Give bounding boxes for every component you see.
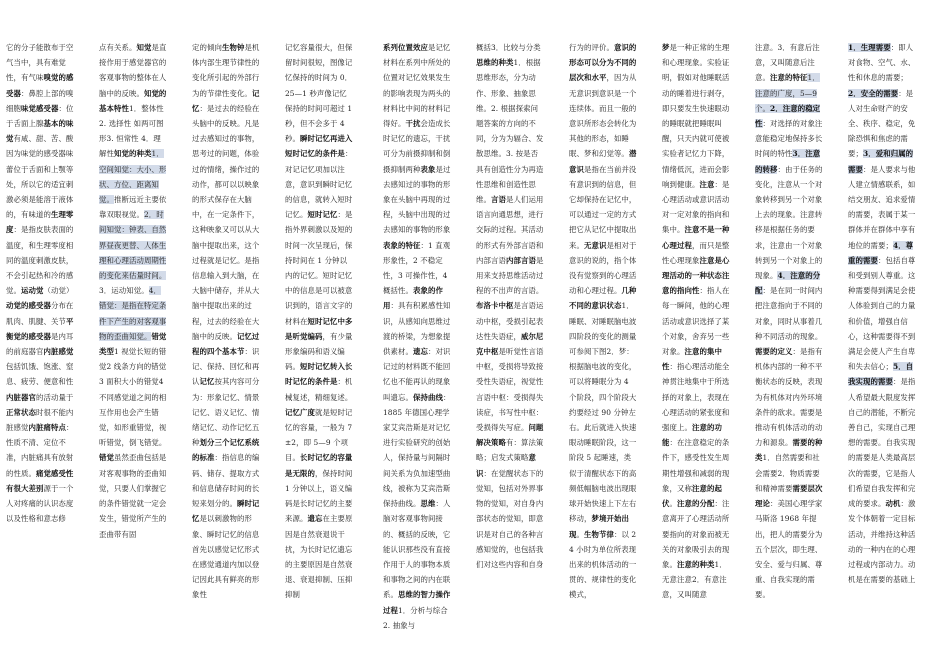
term-heading: 威尔尼克中枢	[476, 331, 544, 357]
body-text: 3．运动知觉。	[99, 286, 149, 296]
term-heading: 注意的种类	[676, 559, 715, 569]
body-text: 是直接作用于感觉器官的客观事物的整体在人脑中的反映。	[99, 43, 167, 98]
body-text: ：是指有机体内部的一种不平衡状态的反映，表现为有机体对内外环境条件的欲求。需要是推动有机体活动的动力和源泉。	[755, 347, 823, 448]
term-heading: 知觉	[136, 43, 152, 52]
body-text: 点有关系。	[99, 43, 137, 52]
term-heading: 干扰	[405, 119, 421, 129]
body-text: 记忆容量很大，但保留时间很短，图像记忆保持的时间为 0．25—1 秒声像记忆保持的时间可超过 1 秒，但不会多于 4 秒。	[285, 43, 353, 144]
term-heading: 知觉的基本特性	[99, 88, 167, 113]
body-text: ：是指人希望最大限度发挥自己的潜能，不断完善自己，实现自己理想的需要。自我实现的需要是人类最高层次的需要，它是指人们希望自我发挥和完成的要求。	[848, 377, 916, 509]
term-heading: 遗忘	[307, 514, 323, 524]
body-text: 因为味觉的感受器味蕾位于舌面和上颚等处，所以它的适宜刺激必须是能溶于液体的，有味道的	[6, 149, 74, 220]
term-heading: 需要层次理论	[755, 483, 823, 509]
term-heading: 动机	[885, 499, 901, 509]
body-text: ：激发个体朝着一定目标活动，并维持这种活动的一种内在的心理过程或内部动力。	[848, 499, 916, 569]
body-text: 1．根据思维形态，分为动作、形象、抽象思维。	[476, 58, 541, 113]
body-text: 推断远近主要依靠双眼视觉。	[99, 195, 167, 220]
term-heading: 表象的作用	[383, 286, 443, 311]
body-text: 按其内容可分为：形象记忆、情景记忆、语义记忆、情绪记忆、动作记忆五种	[192, 377, 260, 448]
body-text: 分布在肌肉、肌腱、关节	[6, 301, 74, 326]
term-heading: 需要的定义	[755, 347, 793, 357]
body-text: 是指在当前并没有意识到的信息，但它却保持在记忆中，可以通过一定的方式把它从记忆中提取出来。	[569, 164, 637, 250]
term-heading: 表象的特征	[383, 240, 421, 250]
body-text: ，有少量形象编码和语义编码。	[285, 331, 353, 372]
term-heading: 痛觉感受性有很大差别	[6, 468, 74, 493]
term-heading: 2．注意的稳定性	[755, 103, 821, 129]
term-heading: 布洛卡中枢	[476, 301, 514, 311]
term-heading: 潜意识	[569, 149, 637, 174]
body-text: 3．有意后注意，又叫随意后注意。	[755, 43, 820, 83]
body-text: ：具有积累感性知识，从感知向思维过渡的桥梁，为想象提供素材。	[383, 301, 451, 357]
body-text: ：识记、保持、回忆和再认	[192, 347, 260, 387]
column-body	[848, 40, 916, 587]
body-text: 是人们运用语言向通思想，进行交际的过程。其活动的形式有外部言语和内部言语	[476, 195, 544, 265]
body-text: 是听觉性言语中枢，受损将导致接受性失语症，视觉性言语中枢：受损得失读症，书写性中枢：受损得失写症。	[476, 347, 544, 433]
body-text: ：指信息的编码、储存、提取方式和信息储存时间的长短来划分的。	[192, 453, 260, 509]
term-heading: 梦境开始出现	[569, 514, 629, 539]
term-heading: 划分三个记忆系统的标准	[192, 438, 260, 463]
term-heading: 生物钟	[221, 43, 245, 52]
body-text: ：美国心理学家马斯洛 1968 年提出，把人的需要分为五个层次，即生理、安全、爱与归属、尊重、自我实现的需要。	[755, 499, 823, 600]
body-text: ：是过去的经验在头脑中的反映。凡是过去感知过的事物，思考过的问题，体验过的情绪，操作过的动作，都可以以映象的形式保存在大脑中，在一定条件下，这种映象又可以从大脑中提取出来，这个过程就是记忆。是指信息输入到大脑，在大脑中储存，并从大脑中提取出来的过程，过去的经验在大脑中的反映。	[192, 103, 260, 341]
body-text: ：是在同一时间内把注意指向于不同的对象，同时从事着几种不同活动的现象。	[755, 286, 823, 341]
body-text: 2．梦：根据脑电波的变化，可以将睡眠分为 4 个阶段，四个阶段大约要经过 90 分钟左右。此后就进入快速眼动睡眠阶段，这一阶段 5 起睡速，类似于清醒状态下的高频低幅脑电波出现眼球开始快速上下左右移动，	[569, 347, 637, 524]
body-text: 是记忆材料在系列中所处的位置对记忆效果发生的影响表现为两头的材料比中间的材料记得好。	[383, 43, 451, 129]
term-heading: 遗忘	[412, 347, 428, 357]
term-heading: 记忆	[192, 88, 260, 113]
term-heading: 基本的味觉	[6, 119, 74, 144]
body-text: 概括	[476, 43, 491, 52]
term-heading: 瞬时记忆	[192, 499, 260, 524]
term-heading: 5．自我实现的需要	[848, 362, 914, 387]
column-body	[755, 40, 823, 603]
term-heading: 注意的起伏	[662, 483, 722, 509]
body-text: ：注意离开了心理活动所要指向的对象而被无关的对象吸引去的现象。	[662, 499, 730, 569]
term-heading: 3．注意的转移	[755, 149, 821, 174]
term-heading: 思维的种类	[476, 58, 514, 68]
body-text: ：鼻腔上部的嗅细胞	[6, 88, 74, 113]
text-column-2	[99, 40, 167, 666]
term-heading: 4．尊重的需要	[848, 240, 914, 265]
term-heading: 1．生理需要	[848, 43, 891, 52]
body-text: 1．分析与综合 2. 抽象与	[383, 605, 448, 630]
body-text: 1．整体性 2. 选择性 如两可图形	[99, 103, 164, 144]
body-text: 包括饥饿、饱涨、窒息、疲劳、便意和性	[6, 362, 74, 387]
term-heading: 注意的分配	[677, 499, 715, 509]
body-text: ：1 直观形象性，2 不稳定性，3 可操作性，4 概括性。	[383, 240, 451, 296]
term-heading: 记忆	[199, 377, 215, 387]
body-text: 1．睡眠、对睡眠脑电波四阶段的变化的测量可参阅下图	[569, 301, 637, 357]
body-text: 1．空间知觉：大小、形状、方位、距离知觉。	[99, 149, 167, 205]
term-heading: 意识	[476, 453, 536, 478]
term-heading: 味觉感受器	[20, 103, 59, 113]
body-text: ：是人对生命财产的安全、秩序、稳定，免除恐惧和焦虑的需要；	[848, 88, 916, 159]
body-text: 是相对于意识的说的，指个体没有觉察到的心理活动和心理过程。	[569, 240, 637, 296]
body-text: ：人脑对客观事物间接的、概括的反映，它能认识那些没有直接作用于人的事物本质和事物之间的内在联系。	[383, 499, 451, 600]
body-text: 2．时间知觉：钟表、自然界昼夜更替、人体生理和心理活动周期性的变化来估量时间。	[99, 210, 167, 281]
column-body	[476, 40, 544, 572]
body-text: 的活动量于	[35, 392, 74, 402]
text-column-1	[6, 40, 74, 666]
body-text: 2. 根据探索问题答案的方向的不同，分为为辐合、发散思维。	[476, 103, 544, 159]
body-text: 3. 恒常性 4．理解性	[99, 134, 161, 159]
term-heading: 注意的功能	[662, 423, 722, 448]
body-text: 行为的评价。	[569, 43, 614, 52]
term-heading: 生物节律	[584, 529, 614, 539]
term-heading: 记忆过程的四个基本节	[192, 331, 260, 357]
term-heading: 注意是心理活动的一种状态	[662, 255, 730, 281]
term-heading: 长时记忆的容量是无限的	[285, 453, 353, 478]
body-text: 会造成长时记忆的遗忘，干扰可分为前摄抑制和倒摄抑制两种	[383, 119, 451, 174]
term-heading: 内脏痛特点	[28, 423, 66, 433]
term-heading: 注意的集中性	[662, 347, 722, 372]
term-heading: 意识的形态可以分为不同的层次和水平	[569, 43, 637, 83]
body-text: ：对识记过的材料既不能回忆也不能再认的现象叫遗忘。	[383, 347, 451, 402]
body-text: 3．比较与分类	[490, 43, 541, 52]
text-column-9	[755, 40, 823, 666]
body-text: ：是指外界刺激以及短的时间一次呈现后，保持时间在 1 分钟以内的记忆。短时记忆中的信息是可以被意识到的，语言文字的材料在	[285, 210, 353, 326]
body-text: 时很不能内脏感觉	[6, 407, 74, 433]
body-text: 3 面积大小的错觉	[99, 377, 159, 387]
body-text: ：以 24 小时为单位所表现出来的机体活动的一贯的、规律性的变化模式，	[569, 529, 637, 600]
body-text: ，因为从无意识到意识是一个连续体。而且一般的意识所形态会转化为其他的形态，如睡眠、梦和幻觉等。	[569, 73, 637, 159]
body-text: ，保持时间 1 分钟以上，语义编码是长时记忆的主要来源。	[285, 468, 353, 524]
body-text: ：是人要求与他人建立情感联系，如结交朋友、追求爱情的需要，表属于某一群体并在群体中享有地位的需要；	[848, 164, 916, 250]
term-heading: 问题解决策略	[476, 423, 544, 448]
term-heading: 保持曲线	[412, 392, 443, 402]
body-text: 它的分子能散布于空气当中，具有难觉性，有气味	[6, 43, 74, 83]
body-text: 就是短时记忆的容量，一般为 7±2，即 5—9 个项目。	[285, 407, 353, 463]
term-heading: 注意的指向性	[662, 271, 730, 296]
term-heading: 思维的智力操作过程	[383, 590, 451, 615]
term-heading: 平衡觉的感受器	[6, 316, 74, 341]
text-column-10	[848, 40, 916, 666]
body-text: ：包括自尊和受到别人尊重。这种需要得到满足会使人体验到自己的力量和价值，增强自信心，这种需要得不到满足会使人产生自卑和失去信心；	[848, 255, 916, 372]
body-text: 4 不同感觉道之间的相互作用也会产生错觉，如形重错觉，视听错觉，倒飞错觉。	[99, 377, 167, 448]
text-column-4	[285, 40, 353, 666]
column-body	[662, 40, 730, 603]
body-text: ：对选择的对象注意能稳定地保持多长时间的特性	[755, 119, 823, 159]
term-heading: 正常状态	[6, 407, 36, 417]
body-text: ：1885 年德国心理学家艾宾浩斯是对记忆进行实验研究的创始人，保持量与间隔时间关系为负加速型曲线，被称为艾宾浩斯保持曲线。	[383, 392, 451, 509]
body-text: ：在注意稳定的条件下，感受性发生周期性增强和减弱的现象，又称	[662, 438, 730, 493]
body-text: 2．物质需要和精神需要	[755, 468, 820, 493]
term-heading: 注意	[699, 179, 715, 189]
body-text: 是言语运动中枢，受损引起表达性失语症，	[476, 301, 544, 341]
body-text: ：位于舌面上腺	[6, 103, 74, 129]
body-text: 是过去感知过的事物的形象在头脑中再现的过程，头脑中出现的过去感知的事物的形象	[383, 164, 451, 235]
term-heading: 知觉的种类	[113, 149, 152, 159]
body-text: ：是心理活动或意识活动对一定对象的指向和集中。	[662, 179, 730, 235]
text-column-7	[569, 40, 637, 666]
term-heading: 2．安全的需要	[848, 88, 899, 98]
term-heading: 无意识	[583, 240, 607, 250]
body-text: 是一种正常的生理和心理现象。实验证明，假如对他睡眠活动的睡着进行剥夺，即只要发生快速眼动的睡眠就把睡眠叫醒，只天内就可使被实验者记忆力下降，情绪低沉，进而会影响到健康。	[662, 43, 730, 189]
term-heading: 言语	[490, 195, 506, 205]
term-heading: 短时记忆	[307, 210, 338, 220]
term-heading: 3．爱和归属的需要	[848, 149, 914, 174]
term-heading: 错觉	[99, 453, 114, 463]
body-text: 源于一个人对疼痛的认识态度以及性格和意志修	[6, 483, 74, 524]
term-heading: 注意的特征	[769, 73, 808, 83]
body-text: 4．错觉：是指在特定条件下产生的对客观事物的歪曲知觉。	[99, 286, 167, 341]
term-heading: 几种不同的意识状态	[569, 286, 637, 311]
column-body	[6, 40, 74, 527]
body-text: （动觉）	[43, 286, 74, 296]
body-text: 有：算法策略；启发式策略	[476, 438, 544, 463]
body-text: ：由于任务的变化，注意从一个对象转移到另一个对象上去的现象。注意转移是根据任务的要求，注意由一个对象转到另一个对象上的现象。	[755, 164, 823, 281]
column-body	[569, 40, 637, 603]
term-heading: 需要的种类	[755, 438, 823, 463]
body-text: ：对记记忆项加以注意，意识到瞬时记忆的信息，就转入短时记忆。	[285, 149, 353, 220]
body-text: 是内耳的前庭器官	[6, 331, 74, 357]
term-heading: 短时记忆中多是听觉编码	[285, 316, 353, 341]
body-text: ：在觉醒状态下的觉知，包括对外界事物的觉知，对自身内部状态的觉知，即意识是对自己的各种言感知觉的，也包括我们对这些内容和自身	[476, 468, 544, 569]
term-heading: 嗅觉的感受器	[6, 73, 74, 98]
body-text: 动机是在需要的基础上	[848, 559, 916, 585]
term-heading: 系列位置效应	[383, 43, 428, 52]
body-text: 是机体内部生理节律性的变化所引起的外部行为的节律性变化。	[192, 43, 260, 98]
column-body	[99, 40, 167, 542]
term-heading: 内脏器官	[6, 392, 36, 402]
body-text: ：是指皮肤表面的温度，和生理零度相同的温度刺激皮肤，不会引起热和冷的感觉。	[6, 225, 74, 296]
body-text: 1．自然需要和社会需要	[755, 453, 820, 478]
body-text: 有咸、甜、苦、酸	[13, 134, 74, 144]
body-text: 。	[669, 499, 677, 509]
term-heading: 思维	[420, 499, 436, 509]
column-body	[285, 40, 353, 603]
term-heading: 运动觉	[20, 286, 44, 296]
text-column-3	[192, 40, 260, 666]
term-heading: 表象	[420, 164, 436, 174]
body-text: 1．注意的广度，5—9 个。	[755, 73, 820, 113]
body-text: 2．有意注意，又叫随意	[662, 575, 727, 600]
term-heading: 动觉的感受器	[6, 301, 51, 311]
term-heading: 内部言语	[505, 255, 536, 265]
term-heading: 生理零度	[6, 210, 74, 235]
body-text: 3. 按是否具有创造性分为再造性思维和创造性思维。	[476, 149, 544, 205]
body-text: 1．无意注意	[662, 559, 727, 585]
body-text: ：机械复述，精细复述。	[285, 377, 353, 402]
body-text: ：即人对食物、空气、水、性和休息的需要；	[848, 43, 916, 83]
body-text: ：指人在每一瞬间，他的心理活动或意识选择了某个对象，舍弃另一些对象。	[662, 286, 730, 357]
term-heading: 内脏感觉	[43, 347, 74, 357]
body-text: 注意。	[755, 43, 778, 52]
term-heading: 记忆广度	[285, 407, 315, 417]
term-heading: 梦	[662, 43, 670, 52]
term-heading: 注意不是一种心理过程	[662, 225, 730, 250]
body-text: 。	[576, 529, 584, 539]
body-text: ，而只是整性心理现象	[662, 240, 730, 265]
term-heading: 短时记忆转入长时记忆的条件是	[285, 362, 353, 387]
body-text: ：指心理活动能全神贯注地集中于所选择的对象上，表现在心理活动的紧张度和强度上。	[662, 362, 730, 433]
body-text: 是以刺激物的形象、瞬时记忆的信息首先以感觉记忆形式在感觉通道内加以登记因此具有鲜亮的形象性	[192, 514, 260, 600]
text-column-8	[662, 40, 730, 666]
column-body	[192, 40, 260, 603]
body-text: 2 线条方向的错觉	[106, 362, 167, 372]
body-text: ：性质不清、定位不准，内脏痛具有放射的性质。	[6, 423, 74, 478]
term-heading: 瞬时记忆再进入短时记忆的条件是	[285, 134, 353, 159]
text-column-5	[383, 40, 451, 666]
body-text: 是用来支持思维活动过程的不出声的言语。	[476, 255, 544, 296]
term-heading: 错觉类型	[99, 331, 167, 357]
term-heading: 4．注意的分配	[755, 271, 821, 296]
column-body	[383, 40, 451, 633]
text-column-6	[476, 40, 544, 666]
body-text: 虽然歪曲包括是对客观事物的歪曲知觉，只要人们掌握它的条件错觉就一定会发生，错觉所产生的歪曲带有固	[99, 453, 167, 539]
body-text: 1 视觉长短的错觉	[99, 347, 167, 372]
body-text: 定的倾向	[192, 43, 222, 52]
body-text: 在主要原因是自然衰退说干扰，为长时记忆遗忘的主要原因是自然衰退、衰退抑制、压抑抑制	[285, 514, 353, 600]
